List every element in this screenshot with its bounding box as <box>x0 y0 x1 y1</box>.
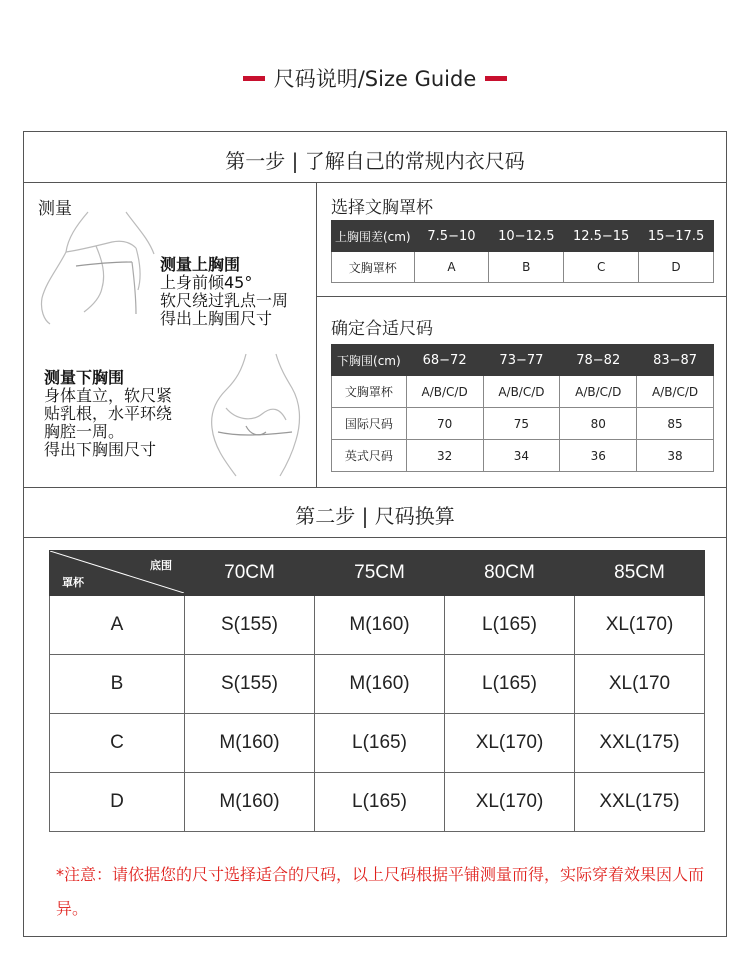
under-bust-line: 得出下胸围尺寸 <box>44 440 157 459</box>
header-cell: 上胸围差(cm) <box>332 221 415 252</box>
table-cell: 38 <box>637 440 714 472</box>
table-cell: M(160) <box>315 596 445 655</box>
size-table-header <box>332 345 714 376</box>
table-cell: A/B/C/D <box>560 376 637 408</box>
header-cell: 73−77 <box>483 345 560 376</box>
table-row <box>332 376 714 408</box>
upper-bust-line: 得出上胸围尺寸 <box>160 309 273 328</box>
table-cell: A/B/C/D <box>406 376 483 408</box>
table-cell: A/B/C/D <box>483 376 560 408</box>
upper-bust-line: 上身前倾45° <box>160 273 253 292</box>
table-row <box>50 714 705 773</box>
under-bust-line: 贴乳根，水平环绕 <box>44 404 173 423</box>
under-bust-instructions <box>44 369 172 459</box>
row-header: B <box>50 655 185 714</box>
conversion-header <box>50 551 705 596</box>
table-cell: B <box>489 252 564 283</box>
table-row <box>332 252 714 283</box>
under-bust-heading: 测量下胸围 <box>44 368 125 387</box>
cup-table-header <box>332 221 714 252</box>
table-cell: 国际尺码 <box>332 408 407 440</box>
table-cell: L(165) <box>315 773 445 832</box>
table-cell: XL(170 <box>575 655 705 714</box>
upper-bust-line: 软尺绕过乳点一周 <box>160 291 289 310</box>
table-cell: L(165) <box>445 655 575 714</box>
title-accent-right <box>485 76 507 81</box>
divider <box>316 296 727 297</box>
header-cell: 10−12.5 <box>489 221 564 252</box>
table-cell: XL(170) <box>575 596 705 655</box>
header-cell: 78−82 <box>560 345 637 376</box>
table-cell: 80 <box>560 408 637 440</box>
header-cell: 83−87 <box>637 345 714 376</box>
table-cell: XL(170) <box>445 773 575 832</box>
divider <box>23 487 727 488</box>
divider <box>23 537 727 538</box>
size-table <box>331 344 714 472</box>
table-cell: M(160) <box>185 773 315 832</box>
upper-bust-illustration <box>36 206 161 326</box>
table-row <box>50 773 705 832</box>
upper-bust-heading: 测量上胸围 <box>160 255 241 274</box>
table-cell: S(155) <box>185 655 315 714</box>
header-cell: 15−17.5 <box>639 221 714 252</box>
corner-label-cup: 罩杯 <box>62 577 84 589</box>
table-cell: XL(170) <box>445 714 575 773</box>
under-bust-illustration <box>196 350 306 480</box>
measure-label: 测量 <box>38 199 72 219</box>
table-cell: L(165) <box>315 714 445 773</box>
table-cell: XXL(175) <box>575 773 705 832</box>
table-cell: D <box>639 252 714 283</box>
disclaimer-note: *注意：请依据您的尺寸选择适合的尺码，以上尺码根据平铺测量而得，实际穿着效果因人而异。 <box>56 865 705 918</box>
under-bust-line: 身体直立，软尺紧 <box>44 386 173 405</box>
header-cell: 68−72 <box>406 345 483 376</box>
column-header: 80CM <box>445 551 575 596</box>
table-cell: 32 <box>406 440 483 472</box>
size-conversion-table <box>49 550 705 832</box>
corner-cell <box>50 551 185 596</box>
row-header: A <box>50 596 185 655</box>
row-header: D <box>50 773 185 832</box>
page-header <box>0 62 750 94</box>
page-title: 尺码说明/Size Guide <box>273 67 477 91</box>
table-cell: A <box>414 252 489 283</box>
step2-title: 第二步 | 尺码换算 <box>295 504 455 528</box>
table-cell: A/B/C/D <box>637 376 714 408</box>
table-row <box>332 440 714 472</box>
step1-title: 第一步 | 了解自己的常规内衣尺码 <box>225 149 525 173</box>
table-cell: 70 <box>406 408 483 440</box>
table-cell: 36 <box>560 440 637 472</box>
cup-table <box>331 220 714 283</box>
table-cell: M(160) <box>315 655 445 714</box>
size-table-title: 确定合适尺码 <box>331 319 433 339</box>
upper-bust-instructions <box>160 256 288 328</box>
table-cell: S(155) <box>185 596 315 655</box>
table-row <box>50 655 705 714</box>
table-cell: 文胸罩杯 <box>332 376 407 408</box>
column-header: 70CM <box>185 551 315 596</box>
column-header: 85CM <box>575 551 705 596</box>
header-cell: 12.5−15 <box>564 221 639 252</box>
table-cell: 75 <box>483 408 560 440</box>
table-cell: 英式尺码 <box>332 440 407 472</box>
divider <box>23 182 727 183</box>
column-header: 75CM <box>315 551 445 596</box>
table-row <box>50 596 705 655</box>
table-cell: C <box>564 252 639 283</box>
under-bust-line: 胸腔一周。 <box>44 422 125 441</box>
table-cell: 文胸罩杯 <box>332 252 415 283</box>
table-cell: 34 <box>483 440 560 472</box>
cup-table-title: 选择文胸罩杯 <box>331 198 433 218</box>
corner-label-band: 底围 <box>150 560 172 572</box>
header-cell: 7.5−10 <box>414 221 489 252</box>
title-accent-left <box>243 76 265 81</box>
table-cell: 85 <box>637 408 714 440</box>
table-cell: L(165) <box>445 596 575 655</box>
table-cell: XXL(175) <box>575 714 705 773</box>
header-cell: 下胸围(cm) <box>332 345 407 376</box>
table-cell: M(160) <box>185 714 315 773</box>
divider <box>316 182 317 487</box>
row-header: C <box>50 714 185 773</box>
table-row <box>332 408 714 440</box>
